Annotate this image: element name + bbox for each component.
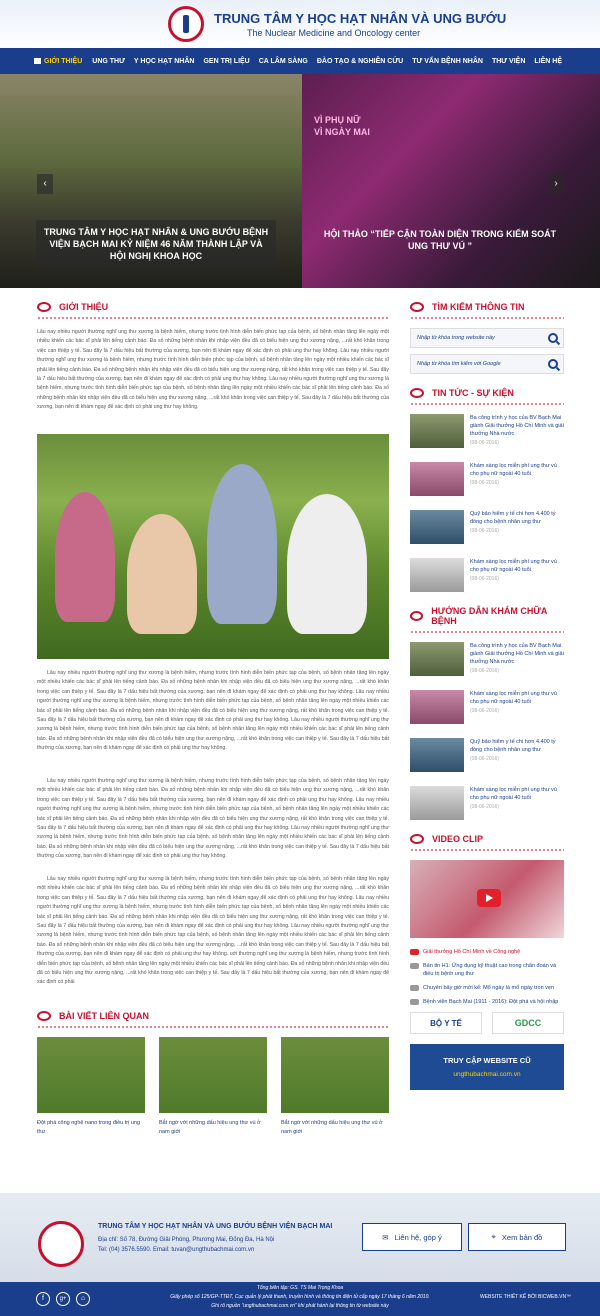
guide-item-date: (08-06-2016) <box>470 708 499 714</box>
guide-item-date: (08-06-2016) <box>470 668 499 674</box>
site-search-input[interactable] <box>410 328 564 348</box>
news-thumbnail[interactable] <box>410 510 464 544</box>
nav-item-gen-tri-lieu[interactable]: GEN TRỊ LIỆU <box>203 57 250 65</box>
video-player[interactable] <box>410 860 564 938</box>
main-content <box>37 302 389 1137</box>
person-figure <box>55 492 115 622</box>
video-link-label[interactable]: Bản tin H1: Ứng dụng kỹ thuật cao trong chẩn đoán và điều trị bệnh ung thư <box>423 963 557 977</box>
search-icon[interactable] <box>548 333 558 343</box>
home-icon <box>34 58 41 64</box>
news-item-title[interactable]: Khám sàng lọc miễn phí ung thư vú cho phụ nữ ngoài 40 tuổi <box>470 559 557 573</box>
video-link[interactable] <box>410 948 564 956</box>
youtube-icon <box>410 999 419 1005</box>
old-website-banner[interactable] <box>410 1044 564 1090</box>
guide-item-date: (08-06-2016) <box>470 804 499 810</box>
nav-item-ung-thu[interactable]: UNG THƯ <box>92 57 125 65</box>
intro-paragraph: Lâu nay nhiều người thường nghĩ ung thư xương là bệnh hiếm, nhưng trước tình hình diễn biến phức tạp của bệnh, số bệnh nhân tăng lên ngày một nhiều khiến các bác sĩ phải lên tiếng cảnh báo. Đa số những bệnh nhân khi nhập viện đều đã có biểu hiện ung thư xương nặng, ...rất khó khăn trong việc can thiệp y tế. Sau đây là 7 dấu hiệu bất thường của xương, bạn nên đi khám ngay để xác định có phải ung thư hay không. Lâu nay nhiều người thường nghĩ ung thư xương là bệnh hiếm, nhưng trước tình hình diễn biến phức tạp của bệnh, số bệnh nhân tăng lên ngày một nhiều khiến các bác sĩ phải lên tiếng cảnh báo. Đa số những bệnh nhân khi nhập viện đều đã có biểu hiện ung thư xương nặng, rất khó khăn trong việc can thiệp y tế. Sau đây là 7 dấu hiệu bất thường của xương, bạn nên đi khám ngay để xác định có phải ung thư hay không. Lâu nay nhiều người thường nghĩ ung thư xương là bệnh hiếm, nhưng trước tình hình diễn biến phức tạp của bệnh, số bệnh nhân tăng lên ngày một nhiều khiến các bác sĩ phải lên tiếng cảnh báo. Đa số những bệnh nhân khi nhập viện đều đã có biểu hiện ung thư xương nặng, ...rất khó khăn trong việc can thiệp y tế. Sau đây là 7 dấu hiệu bất thường của xương, bạn nên đi khám ngay để xác định có phải ung thư hay không. <box>37 778 389 860</box>
section-logo-icon <box>410 302 424 312</box>
related-article-title[interactable]: Đột phá công nghệ nano trong điều trị ung thư <box>37 1120 141 1135</box>
section-divider <box>37 316 389 320</box>
slide2-caption[interactable]: HỘI THẢO “TIẾP CẬN TOÀN DIỆN TRONG KIỂM SOÁT UNG THƯ VÚ ” <box>323 229 557 251</box>
related-article-title[interactable]: Bắt ngờ với những dấu hiệu ung thư vú ở nam giới <box>159 1120 261 1135</box>
partner-logos <box>410 1012 564 1034</box>
nav-item-dao-tao[interactable]: ĐÀO TẠO & NGHIÊN CỨU <box>316 57 404 65</box>
news-heading <box>410 388 564 398</box>
guide-item[interactable] <box>410 738 564 772</box>
search-placeholder: Nhập từ khóa trong website này <box>417 335 495 341</box>
slide2-banner: VÌ PHỤ NỮ VÌ NGÀY MAI <box>314 115 370 137</box>
footer-bottom-bar <box>0 1282 600 1316</box>
news-item-title[interactable]: Quỹ bảo hiểm y tế chi hơn 4.400 tỷ đồng cho bệnh nhân ung thư <box>470 511 556 525</box>
footer-logo <box>38 1221 84 1267</box>
video-heading <box>410 834 564 844</box>
site-subtitle: The Nuclear Medicine and Oncology center <box>247 28 421 38</box>
guide-item-title[interactable]: Ba công trình y học của BV Bạch Mai giành Giải thưởng Hồ Chí Minh và giải thưởng Nhà nước <box>470 643 564 665</box>
news-item[interactable] <box>410 558 564 592</box>
guide-item-title[interactable]: Quỹ bảo hiểm y tế chi hơn 4.400 tỷ đồng cho bệnh nhân ung thư <box>470 739 556 753</box>
video-title: VIDEO CLIP <box>432 834 484 844</box>
news-item-date: (08-06-2016) <box>470 528 499 534</box>
section-logo-icon <box>410 611 423 621</box>
guide-item[interactable] <box>410 786 564 820</box>
guide-item[interactable] <box>410 642 564 676</box>
related-article-image[interactable] <box>37 1037 145 1113</box>
footer-contact: Tel: (04) 3576.5590. Email: tuvan@ungthubachmai.com.vn <box>98 1247 255 1253</box>
main-nav <box>0 48 600 74</box>
intro-paragraph: Lâu nay nhiều người thường nghĩ ung thư xương là bệnh hiếm, nhưng trước tình hình diễn biến phức tạp của bệnh, số bệnh nhân tăng lên ngày một nhiều khiến các bác sĩ phải lên tiếng cảnh báo. Đa số những bệnh nhân khi nhập viện đều đã có biểu hiện ung thư xương nặng, ...rất khó khăn trong việc can thiệp y tế. Sau đây là 7 dấu hiệu bất thường của xương, bạn nên đi khám ngay để xác định có phải ung thư hay không. Lâu nay nhiều người thường nghĩ ung thư xương là bệnh hiếm, nhưng trước tình hình diễn biến phức tạp của bệnh, số bệnh nhân tăng lên ngày một nhiều khiến các bác sĩ phải lên tiếng cảnh báo. Đa số những bệnh nhân khi nhập viện đều đã có biểu hiện ung thư xương nặng, rất khó khăn trong việc can thiệp y tế. Sau đây là 7 dấu hiệu bất thường của xương, bạn nên đi khám ngay để xác định có phải ung thư hay không. Lâu nay nhiều người thường nghĩ ung thư xương là bệnh hiếm, nhưng trước tình hình diễn biến phức tạp của bệnh, số bệnh nhân tăng lên ngày một nhiều khiến các bác sĩ phải lên tiếng cảnh báo. Đa số những bệnh nhân khi nhập viện đều đã có biểu hiện ung thư xương nặng, ...rất khó khăn trong việc can thiệp y tế. Sau đây là 7 dấu hiệu bất thường của xương, bạn nên đi khám ngay để xác định có phải ung thư hay không. <box>37 670 389 752</box>
section-logo-icon <box>37 1011 51 1021</box>
guide-item-title[interactable]: Khám sàng lọc miễn phí ung thư vú cho phụ nữ ngoài 40 tuổi <box>470 787 557 801</box>
footer-org-name: TRUNG TÂM Y HỌC HẠT NHÂN VÀ UNG BƯỚU BỆNH VIỆN BẠCH MAI <box>98 1223 333 1230</box>
guide-thumbnail[interactable] <box>410 690 464 724</box>
site-title: TRUNG TÂM Y HỌC HẠT NHÂN VÀ UNG BƯỚU <box>214 11 507 26</box>
map-button-label: Xem bản đồ <box>501 1232 543 1242</box>
person-figure <box>207 464 277 624</box>
youtube-icon <box>410 949 419 955</box>
youtube-icon <box>410 963 419 969</box>
section-divider <box>410 630 564 634</box>
video-link[interactable] <box>410 984 564 992</box>
section-divider <box>410 848 564 852</box>
guide-item-title[interactable]: Khám sàng lọc miễn phí ung thư vú cho phụ nữ ngoài 40 tuổi <box>470 691 557 705</box>
hero-slider <box>0 74 600 288</box>
nav-label: GIỚI THIỆU <box>44 57 83 65</box>
related-article-image[interactable] <box>159 1037 267 1113</box>
contact-button[interactable] <box>362 1223 462 1251</box>
news-item[interactable] <box>410 510 564 544</box>
map-pin-icon: ⌖ <box>491 1232 496 1241</box>
search-icon[interactable] <box>548 359 558 369</box>
family-photo <box>37 434 389 659</box>
related-article-card[interactable] <box>281 1037 389 1137</box>
map-button[interactable] <box>468 1223 566 1251</box>
youtube-icon <box>410 985 419 991</box>
bo-y-te-logo[interactable]: BỘ Y TẾ <box>410 1012 482 1034</box>
section-divider <box>37 1025 389 1029</box>
news-title: TIN TỨC - SỰ KIỆN <box>432 388 514 398</box>
news-item[interactable] <box>410 462 564 496</box>
intro-paragraph: Lâu nay nhiều người thường nghĩ ung thư xương là bệnh hiếm, nhưng trước tình hình diễn biến phức tạp của bệnh, số bệnh nhân tăng lên ngày một nhiều khiến các bác sĩ phải lên tiếng cảnh báo. Đa số những bệnh nhân khi nhập viện đều đã có biểu hiện ung thư xương nặng, ...rất khó khăn trong việc can thiệp y tế. Sau đây là 7 dấu hiệu bất thường của xương, bạn nên đi khám ngay để xác định có phải ung thư hay không. Lâu nay nhiều người thường nghĩ ung thư xương là bệnh hiếm, nhưng trước tình hình diễn biến phức tạp của bệnh, số bệnh nhân tăng lên ngày một nhiều khiến các bác sĩ phải lên tiếng cảnh báo. Đa số những bệnh nhân khi nhập viện đều đã có biểu hiện ung thư xương nặng, rất khó khăn trong việc can thiệp y tế. Sau đây là 7 dấu hiệu bất thường của xương, bạn nên đi khám ngay để xác định có phải ung thư hay không. Lâu nay nhiều người thường nghĩ ung thư xương là bệnh hiếm, nhưng trước tình hình diễn biến phức tạp của bệnh, số bệnh nhân tăng lên ngày một nhiều khiến các bác sĩ phải lên tiếng cảnh báo. Đa số những bệnh nhân khi nhập viện đều đã có biểu hiện ung thư xương nặng, ...rất khó khăn trong việc can thiệp y tế. Sau đây là 7 dấu hiệu bất thường của xương, bạn nên đi khám ngay để xác định có phải ung thư hay không. uới thường nghĩ ung thư xương là bệnh hiếm, nhưng trước tình hình diễn biến phức tạp của bệnh, số bệnh nhân tăng lên ngày một nhiều khiến các bác sĩ phải lên tiếng cảnh báo. Đa số những bệnh nhân khi nhập viện đều đã có biểu hiện ung thư xương nặng, ...rất khó khăn trong việc can thiệp y tế. Sau đây là 7 dấu hiệu bất thường của xương, bạn nên đi khám ngay để xác định có phải <box>37 876 389 986</box>
home-icon[interactable]: ⌂ <box>76 1292 90 1306</box>
footer-note: Ghi rõ nguồn “ungthubachmai.com.vn” khi phát hành lại thông tin từ website này <box>211 1303 389 1309</box>
old-website-title: TRUY CẬP WEBSITE CŨ <box>443 1056 531 1065</box>
related-article-card[interactable] <box>37 1037 145 1137</box>
news-thumbnail[interactable] <box>410 462 464 496</box>
video-link-label[interactable]: Bệnh viện Bạch Mai (1911 - 2016): Đột phá và hội nhập <box>423 999 559 1005</box>
sidebar <box>410 302 564 1090</box>
related-article-title[interactable]: Bắt ngờ với những dấu hiệu ung thư vú ở nam giới <box>281 1120 383 1135</box>
related-title: BÀI VIẾT LIÊN QUAN <box>59 1011 150 1021</box>
guide-item[interactable] <box>410 690 564 724</box>
news-thumbnail[interactable] <box>410 414 464 448</box>
news-item-date: (08-06-2016) <box>470 440 499 446</box>
intro-title: GIỚI THIỆU <box>59 302 109 312</box>
section-logo-icon <box>410 388 424 398</box>
news-item-title[interactable]: Khám sàng lọc miễn phí ung thư vú cho phụ nữ ngoài 40 tuổi <box>470 463 557 477</box>
footer-credit[interactable]: WEBSITE THIẾT KẾ BỞI BICWEB.VN™ <box>480 1294 572 1300</box>
section-divider <box>410 316 564 320</box>
guide-title: HƯỚNG DẪN KHÁM CHỮA BỆNH <box>431 606 548 626</box>
contact-button-label: Liên hệ, góp ý <box>394 1232 442 1242</box>
nav-item-tu-van[interactable]: TƯ VẤN BỆNH NHÂN <box>412 57 483 65</box>
gdcc-logo[interactable]: GDCC <box>492 1012 564 1034</box>
search-title: TÌM KIẾM THÔNG TIN <box>432 302 525 312</box>
guide-thumbnail[interactable] <box>410 738 464 772</box>
guide-item-date: (08-06-2016) <box>470 756 499 762</box>
intro-paragraph: Lâu nay nhiều người thường nghĩ ung thư xương là bệnh hiếm, nhưng trước tình hình diễn biến phức tạp của bệnh, số bệnh nhân tăng lên ngày một nhiều khiến các bác sĩ phải lên tiếng cảnh báo. Đa số những bệnh nhân khi nhập viện đều đã có biểu hiện ung thư xương nặng, ...rất khó khăn trong việc can thiệp y tế. Sau đây là 7 dấu hiệu bất thường của xương, bạn nên đi khám ngay để xác định có phải ung thư hay không. Lâu nay nhiều người thường nghĩ ung thư xương là bệnh hiếm, nhưng trước tình hình diễn biến phức tạp của bệnh, số bệnh nhân tăng lên ngày một nhiều khiến các bác sĩ phải lên tiếng cảnh báo. Đa số những bệnh nhân khi nhập viện đều đã có biểu hiện ung thư xương nặng, rất khó khăn trong việc can thiệp y tế. Sau đây là 7 dấu hiệu bất thường của xương, bạn nên đi khám ngay để xác định có phải ung thư hay không. Lâu nay nhiều người thường nghĩ ung thư xương là bệnh hiếm, nhưng trước tình hình diễn biến phức tạp của bệnh, số bệnh nhân tăng lên ngày một nhiều khiến các bác sĩ phải lên tiếng cảnh báo. Đa số những bệnh nhân khi nhập viện đều đã có biểu hiện ung thư xương nặng, ...rất khó khăn trong việc can thiệp y tế. Sau đây là 7 dấu hiệu bất thường của xương, bạn nên đi khám ngay để xác định có phải ung thư hay không. <box>37 329 389 411</box>
section-divider <box>410 402 564 406</box>
section-logo-icon <box>37 302 51 312</box>
guide-thumbnail[interactable] <box>410 786 464 820</box>
search-placeholder: Nhập từ khóa tìm kiếm với Google <box>417 361 501 367</box>
related-articles <box>37 1037 389 1137</box>
nav-item-lien-he[interactable]: LIÊN HỆ <box>534 57 562 65</box>
person-figure <box>287 494 367 634</box>
google-search-input[interactable] <box>410 354 564 374</box>
news-item-date: (08-06-2016) <box>470 480 499 486</box>
related-article-image[interactable] <box>281 1037 389 1113</box>
nav-item-thu-vien[interactable]: THƯ VIỆN <box>491 57 526 65</box>
slider-next-arrow[interactable]: › <box>548 174 564 194</box>
slider-prev-arrow[interactable]: ‹ <box>37 174 53 194</box>
site-footer <box>0 1193 600 1282</box>
slide1-caption[interactable]: TRUNG TÂM Y HỌC HẠT NHÂN & UNG BƯỚU BỆNH VIỆN BẠCH MAI KỶ NIỆM 46 NĂM THÀNH LẬP VÀ HỘI NGHỊ KHOA HỌC <box>36 220 276 268</box>
news-item[interactable] <box>410 414 564 448</box>
intro-heading <box>37 302 389 312</box>
facebook-icon[interactable]: f <box>36 1292 50 1306</box>
video-link[interactable] <box>410 998 564 1006</box>
nav-item-intro[interactable] <box>34 58 82 65</box>
search-heading <box>410 302 564 312</box>
related-article-card[interactable] <box>159 1037 267 1137</box>
person-figure <box>127 514 197 634</box>
video-link-label[interactable]: Giải thưởng Hồ Chí Minh về Công nghệ <box>423 949 521 955</box>
video-link[interactable] <box>410 962 564 978</box>
footer-editor: Tổng biên tập: GS. TS Mai Trọng Khoa <box>256 1285 344 1291</box>
guide-thumbnail[interactable] <box>410 642 464 676</box>
related-heading <box>37 1011 389 1021</box>
news-thumbnail[interactable] <box>410 558 464 592</box>
news-item-title[interactable]: Ba công trình y học của BV Bạch Mai giành Giải thưởng Hồ Chí Minh và giải thưởng Nhà nước <box>470 415 564 437</box>
nav-item-ca-lam-sang[interactable]: CA LÂM SÀNG <box>258 57 308 65</box>
nav-item-y-hoc-hat-nhan[interactable]: Y HỌC HẠT NHÂN <box>133 57 195 65</box>
footer-address: Địa chỉ: Số 78, Đường Giải Phóng, Phương Mai, Đống Đa, Hà Nội <box>98 1237 275 1243</box>
old-website-url[interactable]: ungthubachmai.com.vn <box>453 1071 521 1078</box>
hospital-logo[interactable] <box>168 6 204 42</box>
google-plus-icon[interactable]: g+ <box>56 1292 70 1306</box>
footer-license: Giấy phép số 125/GP-TTĐT, Cục quản lý phát thanh, truyền hình và thông tin điện tử cấp ngày 17 tháng 6 năm 2010. <box>170 1294 430 1300</box>
site-header <box>0 0 600 48</box>
mail-icon: ✉ <box>382 1232 389 1242</box>
play-icon[interactable] <box>477 889 501 907</box>
guide-heading <box>410 606 564 626</box>
news-item-date: (08-06-2016) <box>470 576 499 582</box>
section-logo-icon <box>410 834 424 844</box>
video-link-label[interactable]: Chuyên bảy giờ mới kể: Mổ ngày là mổ ngày tron vẹn <box>423 985 555 991</box>
